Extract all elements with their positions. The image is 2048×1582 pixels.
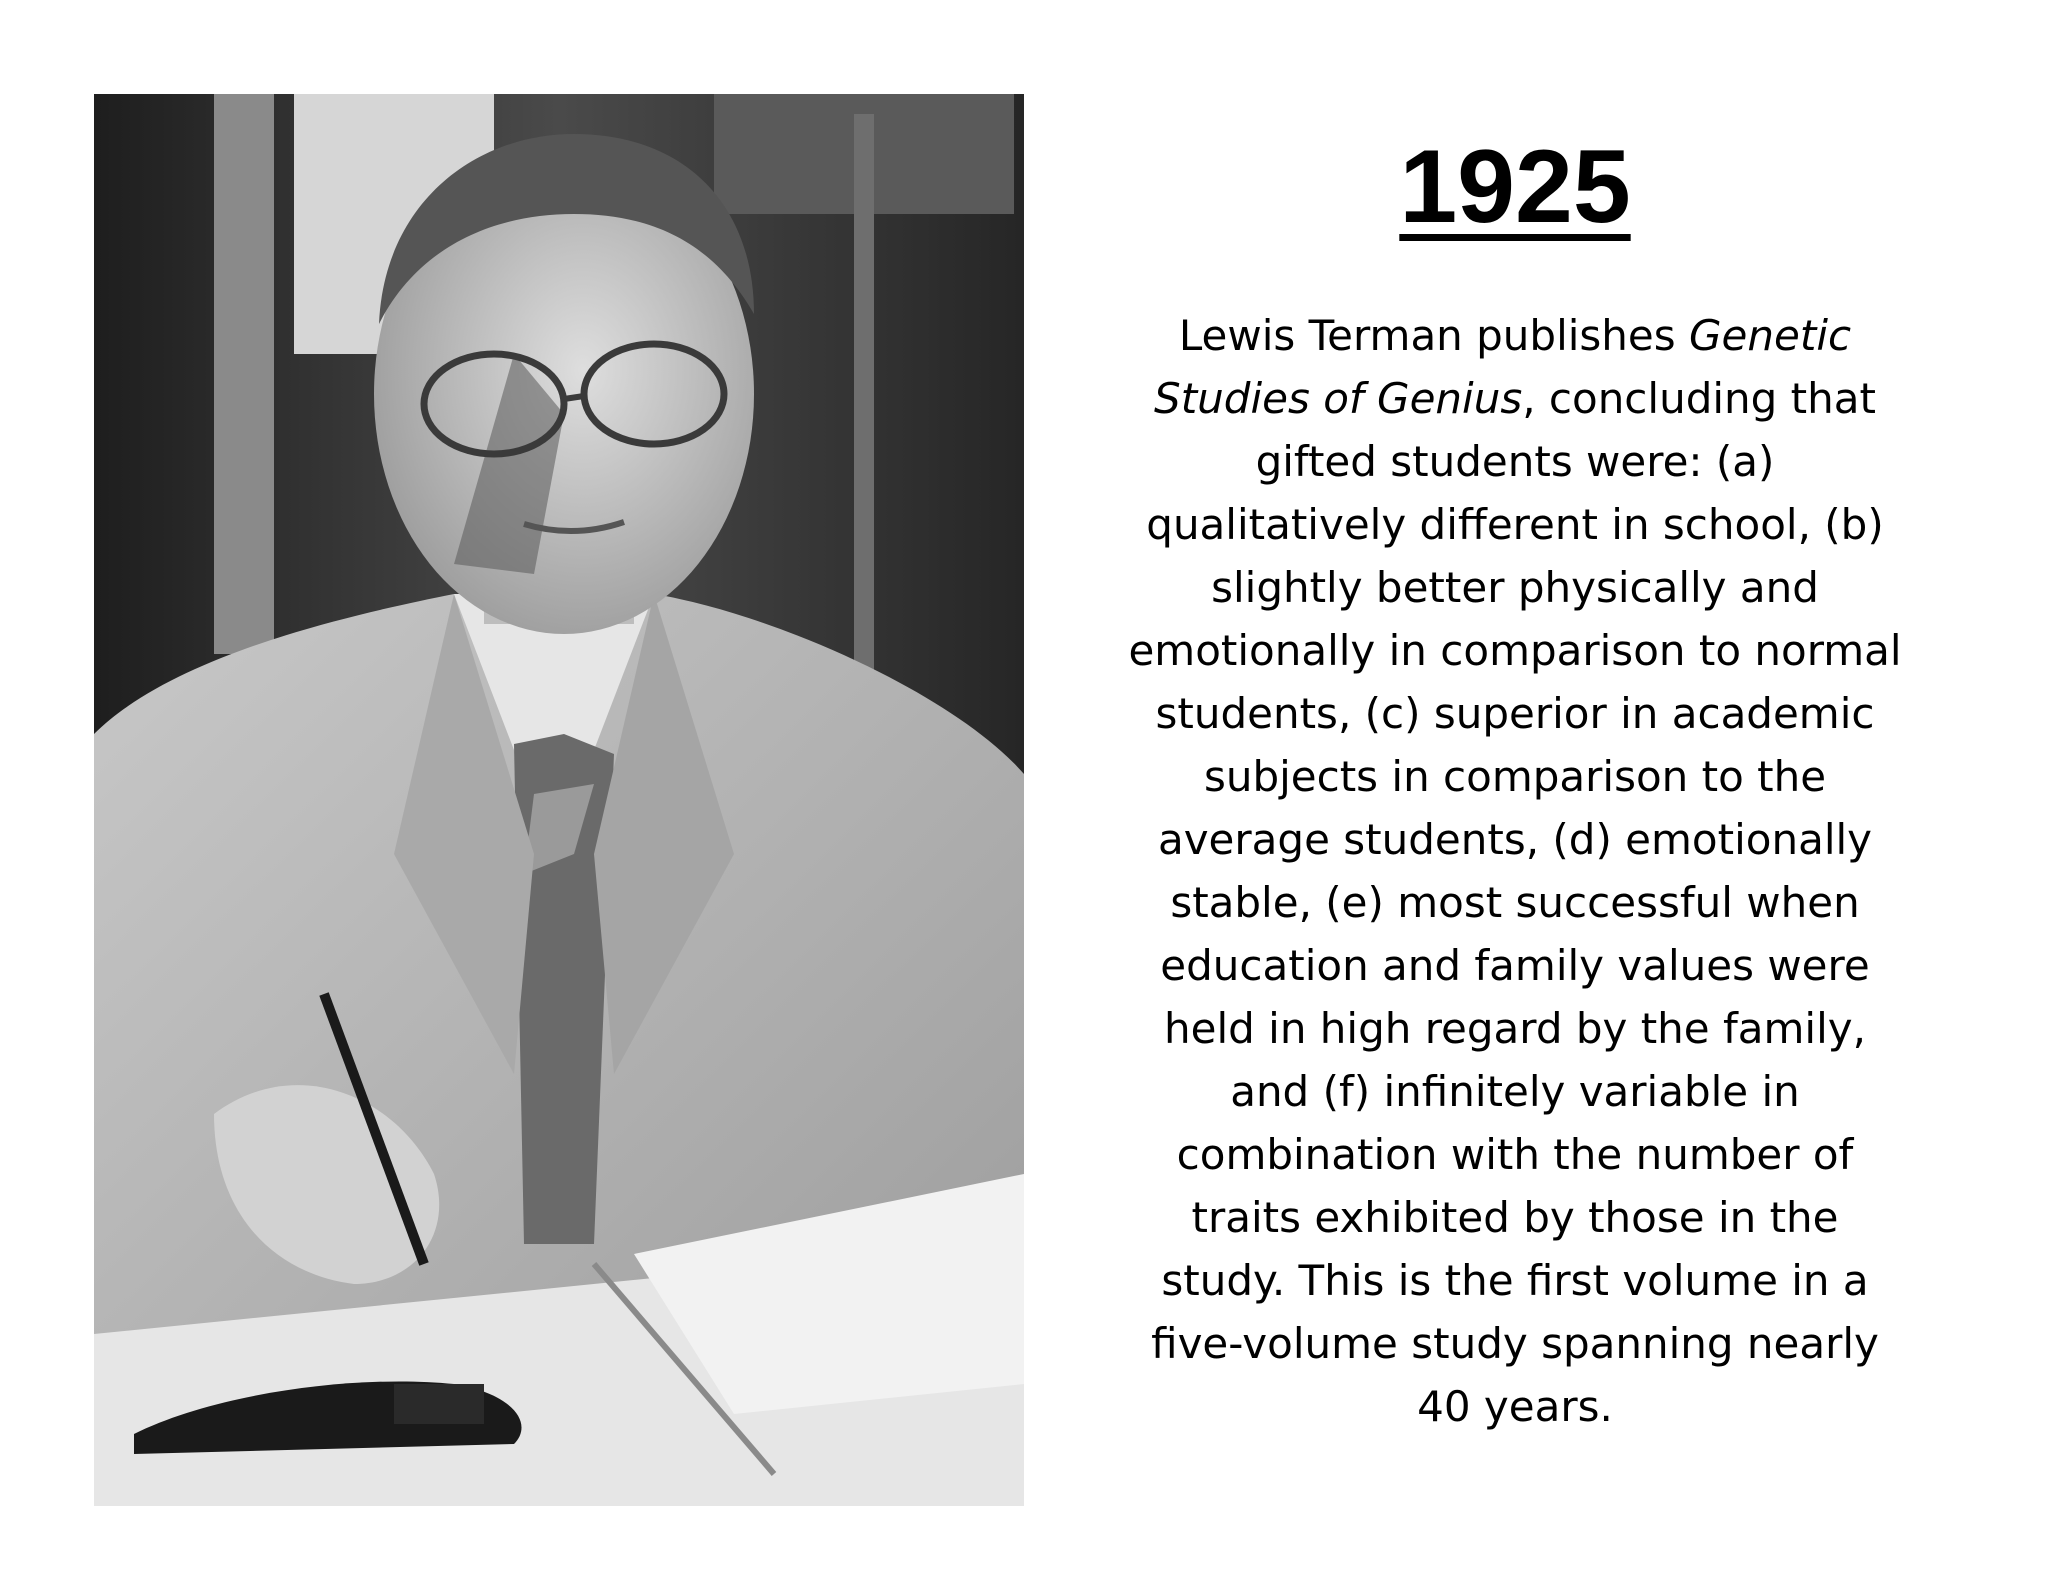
description-paragraph	[1125, 304, 1905, 1438]
year-heading: 1925	[1399, 129, 1631, 245]
book-title: Genetic Studies of Genius	[1154, 311, 1852, 424]
description-body: , concluding that gifted students were: (a) qualitatively different in school, (b) slightly better physically and emotionally in comparison to normal students, (c) superior in academic subjects in comparison to the average students, (d) emotionally stable, (e) most successful when education and family values were held in high regard by the family, and (f) infinitely variable in combination with the number of traits exhibited by those in the study. This is the first volume in a five-volume study spanning nearly 40 years.	[1128, 374, 1902, 1432]
description-intro: Lewis Terman publishes	[1178, 311, 1690, 361]
text-column	[1110, 130, 1920, 1438]
portrait-photo-icon	[94, 94, 1024, 1506]
portrait-photo	[94, 94, 1024, 1506]
